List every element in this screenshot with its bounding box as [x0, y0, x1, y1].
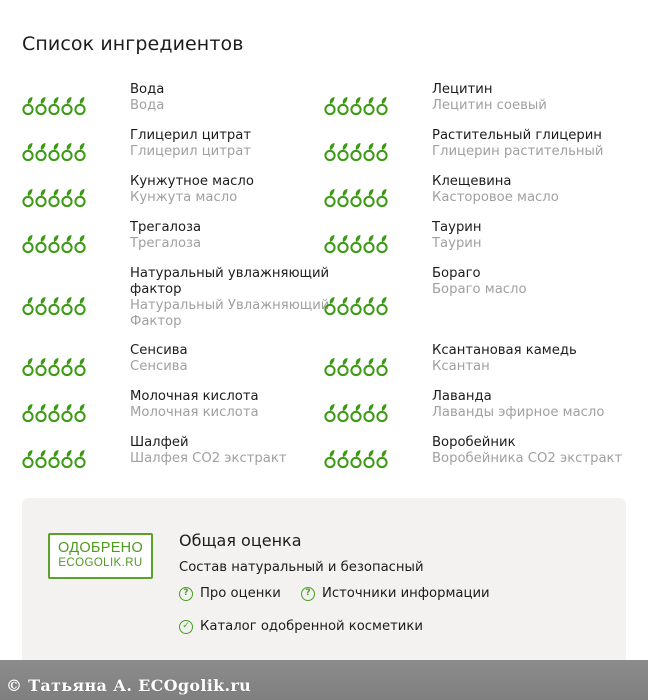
leaf-icon	[61, 449, 73, 469]
ingredient-rating	[324, 140, 388, 162]
ingredient-alt-name: Сенсива	[130, 359, 188, 374]
ingredient-name: Воробейник	[432, 435, 516, 450]
ingredient-item	[324, 343, 634, 389]
leaf-icon	[337, 142, 349, 162]
ingredient-text	[130, 389, 330, 421]
leaf-icon	[324, 449, 336, 469]
ingredient-item	[324, 435, 634, 481]
leaf-icon	[324, 296, 336, 316]
leaf-icon	[324, 96, 336, 116]
ingredient-row	[0, 174, 648, 220]
leaf-icon	[324, 188, 336, 208]
ingredient-alt-name: Бораго масло	[432, 282, 527, 297]
ingredient-item	[22, 174, 312, 220]
ingredient-text	[130, 266, 330, 330]
leaf-icon	[363, 403, 375, 423]
ingredient-rating	[22, 140, 86, 162]
ingredient-text	[130, 82, 330, 114]
ingredient-name: Сенсива	[130, 343, 188, 358]
ingredient-rating	[324, 401, 388, 423]
ingredient-rating	[22, 355, 86, 377]
leaf-icon	[61, 403, 73, 423]
leaf-icon	[350, 296, 362, 316]
ingredient-alt-name: Касторовое масло	[432, 190, 559, 205]
leaf-icon	[350, 403, 362, 423]
leaf-icon	[35, 142, 47, 162]
ingredient-row	[0, 220, 648, 266]
ingredient-item	[22, 389, 312, 435]
ingredient-alt-name: Лаванды эфирное масло	[432, 405, 605, 420]
leaf-icon	[337, 234, 349, 254]
ingredient-alt-name: Воробейника CO2 экстракт	[432, 451, 623, 466]
leaf-icon	[35, 234, 47, 254]
ingredient-rating	[22, 447, 86, 469]
ingredient-text	[130, 435, 330, 467]
leaf-icon	[376, 296, 388, 316]
page-title: Список ингредиентов	[22, 33, 244, 55]
leaf-icon	[48, 357, 60, 377]
leaf-icon	[337, 403, 349, 423]
question-icon: ?	[179, 587, 193, 601]
leaf-icon	[61, 296, 73, 316]
ingredient-grid	[0, 82, 648, 481]
leaf-icon	[61, 234, 73, 254]
leaf-icon	[376, 234, 388, 254]
leaf-icon	[324, 357, 336, 377]
ingredient-name: Глицерил цитрат	[130, 128, 252, 143]
leaf-icon	[337, 96, 349, 116]
ingredient-text	[432, 174, 642, 206]
summary-panel	[22, 498, 626, 666]
leaf-icon	[22, 296, 34, 316]
leaf-icon	[74, 403, 86, 423]
ingredient-alt-name: Глицерил цитрат	[130, 144, 252, 159]
ingredient-item	[324, 220, 634, 266]
ingredient-name: Клещевина	[432, 174, 512, 189]
leaf-icon	[61, 96, 73, 116]
leaf-icon	[350, 357, 362, 377]
stamp-line1: ОДОБРЕНО	[57, 540, 144, 556]
ingredient-name: Лецитин	[432, 82, 493, 97]
ingredient-rating	[22, 94, 86, 116]
sources-label: Источники информации	[322, 586, 490, 601]
ingredient-text	[130, 128, 330, 160]
leaf-icon	[74, 357, 86, 377]
leaf-icon	[324, 403, 336, 423]
leaf-icon	[337, 188, 349, 208]
ingredient-name: Бораго	[432, 266, 481, 281]
ingredient-item	[22, 266, 330, 343]
ingredient-rating	[22, 186, 86, 208]
ingredient-item	[324, 266, 634, 343]
leaf-icon	[22, 188, 34, 208]
leaf-icon	[22, 234, 34, 254]
ingredient-rating	[324, 355, 388, 377]
ingredient-rating	[324, 94, 388, 116]
leaf-icon	[350, 142, 362, 162]
ingredient-row	[0, 343, 648, 389]
ingredient-alt-name: Лецитин соевый	[432, 98, 547, 113]
leaf-icon	[74, 188, 86, 208]
leaf-icon	[337, 296, 349, 316]
ingredient-item	[324, 82, 634, 128]
leaf-icon	[324, 234, 336, 254]
leaf-icon	[376, 96, 388, 116]
ingredient-alt-name: Шалфея CO2 экстракт	[130, 451, 287, 466]
ingredient-name: Трегалоза	[130, 220, 202, 235]
leaf-icon	[22, 403, 34, 423]
leaf-icon	[22, 96, 34, 116]
watermark-text: © Татьяна А. ECOgolik.ru	[6, 676, 252, 695]
ingredient-rating	[324, 294, 388, 316]
ingredient-name: Молочная кислота	[130, 389, 259, 404]
leaf-icon	[363, 296, 375, 316]
leaf-icon	[376, 449, 388, 469]
leaf-icon	[48, 234, 60, 254]
leaf-icon	[48, 142, 60, 162]
ingredient-item	[22, 128, 312, 174]
ingredient-alt-name: Ксантан	[432, 359, 490, 374]
ingredient-name: Вода	[130, 82, 165, 97]
ingredient-alt-name: Трегалоза	[130, 236, 202, 251]
question-icon: ?	[301, 587, 315, 601]
leaf-icon	[35, 96, 47, 116]
leaf-icon	[363, 357, 375, 377]
leaf-icon	[376, 188, 388, 208]
ingredient-rating	[22, 294, 86, 316]
ingredient-name: Шалфей	[130, 435, 189, 450]
ingredient-text	[432, 128, 642, 160]
ingredient-item	[22, 343, 312, 389]
leaf-icon	[363, 142, 375, 162]
leaf-icon	[35, 188, 47, 208]
leaf-icon	[22, 142, 34, 162]
about-ratings-label: Про оценки	[200, 586, 281, 601]
ingredient-name: Лаванда	[432, 389, 492, 404]
ingredient-item	[22, 435, 312, 481]
leaf-icon	[337, 449, 349, 469]
ingredient-rating	[324, 186, 388, 208]
leaf-icon	[22, 449, 34, 469]
ingredient-rating	[22, 401, 86, 423]
ingredient-alt-name: Таурин	[432, 236, 482, 251]
summary-description: Состав натуральный и безопасный	[179, 560, 424, 575]
ingredient-text	[432, 435, 642, 467]
ingredient-alt-name: Натуральный Увлажняющий Фактор	[130, 298, 330, 329]
leaf-icon	[324, 142, 336, 162]
summary-title: Общая оценка	[179, 531, 302, 550]
ingredient-item	[324, 389, 634, 435]
leaf-icon	[376, 142, 388, 162]
leaf-icon	[74, 234, 86, 254]
ingredient-row	[0, 435, 648, 481]
approved-stamp	[48, 533, 153, 579]
ingredient-row	[0, 389, 648, 435]
ingredient-row	[0, 82, 648, 128]
ingredient-text	[432, 343, 642, 375]
leaf-icon	[363, 188, 375, 208]
leaf-icon	[376, 357, 388, 377]
check-icon: ✓	[179, 620, 193, 634]
leaf-icon	[337, 357, 349, 377]
leaf-icon	[48, 96, 60, 116]
leaf-icon	[363, 234, 375, 254]
ingredient-name: Натуральный увлажняющий фактор	[130, 266, 330, 297]
leaf-icon	[48, 403, 60, 423]
ingredient-alt-name: Глицерин растительный	[432, 144, 604, 159]
ingredient-row	[0, 128, 648, 174]
ingredient-name: Кунжутное масло	[130, 174, 254, 189]
ingredient-item	[22, 220, 312, 266]
ingredient-rating	[324, 447, 388, 469]
leaf-icon	[376, 403, 388, 423]
leaf-icon	[363, 96, 375, 116]
ingredient-name: Таурин	[432, 220, 482, 235]
leaf-icon	[35, 403, 47, 423]
leaf-icon	[350, 188, 362, 208]
ingredient-text	[432, 82, 642, 114]
ingredient-text	[130, 343, 330, 375]
ingredient-item	[22, 82, 312, 128]
ingredient-text	[130, 174, 330, 206]
leaf-icon	[74, 296, 86, 316]
ingredient-item	[324, 174, 634, 220]
about-ratings-link[interactable]	[179, 586, 281, 601]
leaf-icon	[35, 296, 47, 316]
catalog-label: Каталог одобренной косметики	[200, 619, 423, 634]
leaf-icon	[22, 357, 34, 377]
sources-link[interactable]	[301, 586, 490, 601]
leaf-icon	[74, 449, 86, 469]
leaf-icon	[61, 357, 73, 377]
ingredient-text	[130, 220, 330, 252]
stamp-line2: ECOGOLIK.RU	[58, 557, 143, 569]
leaf-icon	[35, 449, 47, 469]
leaf-icon	[35, 357, 47, 377]
ingredient-rating	[324, 232, 388, 254]
leaf-icon	[350, 449, 362, 469]
leaf-icon	[61, 188, 73, 208]
leaf-icon	[74, 96, 86, 116]
ingredient-row	[0, 266, 648, 343]
leaf-icon	[48, 188, 60, 208]
ingredient-rating	[22, 232, 86, 254]
ingredient-alt-name: Молочная кислота	[130, 405, 259, 420]
leaf-icon	[350, 96, 362, 116]
leaf-icon	[74, 142, 86, 162]
ingredient-text	[432, 220, 642, 252]
ingredient-text	[432, 389, 642, 421]
ingredient-alt-name: Кунжута масло	[130, 190, 238, 205]
ingredient-name: Растительный глицерин	[432, 128, 602, 143]
ingredient-item	[324, 128, 634, 174]
ingredient-alt-name: Вода	[130, 98, 165, 113]
catalog-link[interactable]	[179, 619, 423, 634]
leaf-icon	[350, 234, 362, 254]
leaf-icon	[61, 142, 73, 162]
leaf-icon	[48, 449, 60, 469]
leaf-icon	[363, 449, 375, 469]
watermark-bar	[0, 660, 648, 700]
leaf-icon	[48, 296, 60, 316]
ingredient-name: Ксантановая камедь	[432, 343, 577, 358]
ingredient-text	[432, 266, 642, 298]
